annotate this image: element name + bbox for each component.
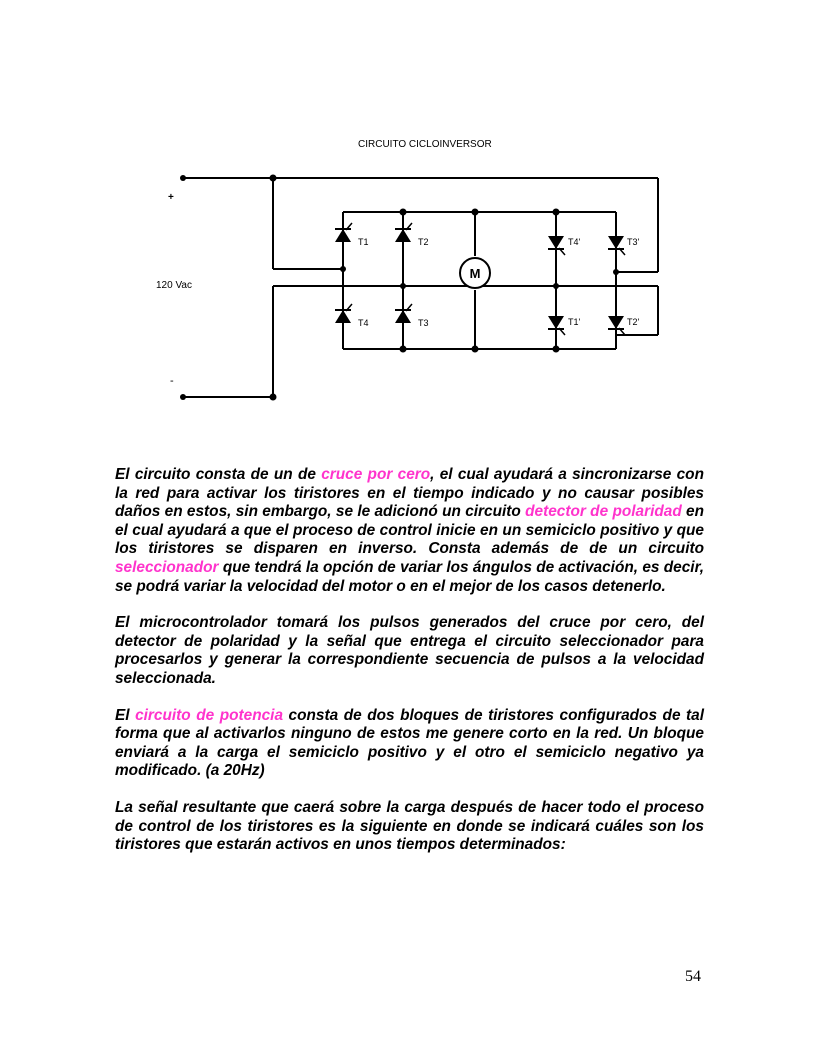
- label-t3-prime: T3': [627, 237, 640, 247]
- page-number: 54: [685, 968, 701, 985]
- highlight-cruce-por-cero: cruce por cero: [321, 466, 431, 483]
- motor-label: M: [469, 266, 481, 281]
- p1-seg-2: , el cual ayudará a sincronizarse con la red para activar los tiristores en el tiempo indicado y no causar posibles daños en estos, sin embargo, se le adicionó un circuito: [115, 466, 704, 521]
- label-t2: T2: [418, 237, 429, 247]
- plus-sign: +: [168, 192, 174, 203]
- label-t4: T4: [358, 318, 369, 328]
- paragraph-4: [115, 799, 704, 855]
- label-t1-prime: T1': [568, 317, 581, 327]
- highlight-circuito-de-potencia: circuito de potencia: [135, 706, 284, 724]
- minus-sign: -: [170, 375, 174, 387]
- p2-seg-0: El microcontrolador tomará los pulsos generados del cruce por cero, del detector de polaridad y la señal que entrega el circuito seleccionador para procesarlos y generar la correspondiente secuencia de pulsos a la velocidad seleccionada.: [115, 614, 704, 687]
- highlight-detector-de-polaridad: detector de polaridad: [525, 503, 682, 521]
- body-text: [115, 466, 704, 873]
- highlight-seleccionador: seleccionador: [115, 558, 219, 576]
- p1-seg-4: en el cual ayudará a que el proceso de control inicie en un semiciclo positivo y que los tiristores se disparen en inverso. Consta además de de un circuito: [115, 503, 705, 558]
- label-t2-prime: T2': [627, 317, 640, 327]
- p3-seg-2: consta de dos bloques de tiristores configurados de tal forma que al activarlos ninguno de estos me genere corto en la red. Un bloque enviará a la carga el semiciclo positivo y el otro el semiciclo negativo ya modificado. (a 20Hz): [115, 706, 705, 780]
- circuit-diagram: [150, 112, 675, 417]
- label-t1: T1: [358, 237, 369, 247]
- paragraph-3: [115, 707, 704, 781]
- p1-seg-0: El circuito consta de un de: [115, 466, 322, 483]
- label-t3: T3: [418, 318, 429, 328]
- p1-seg-6: que tendrá la opción de variar los ángulos de activación, es decir, se podrá variar la velocidad del motor o en el mejor de los casos detenerlo.: [115, 558, 704, 595]
- figure-title: CIRCUITO CICLOINVERSOR: [358, 139, 492, 150]
- junction-dots: [180, 175, 619, 401]
- label-t4-prime: T4': [568, 237, 581, 247]
- supply-label: 120 Vac: [156, 280, 192, 291]
- p3-seg-0: El: [115, 706, 136, 724]
- paragraph-2: [115, 614, 704, 688]
- paragraph-1: [115, 466, 704, 596]
- p4-seg-0: La señal resultante que caerá sobre la carga después de hacer todo el proceso de control de los tiristores es la siguiente en donde se indicará cuáles son los tiristores que estarán activos en unos tiempos determinados:: [115, 798, 704, 854]
